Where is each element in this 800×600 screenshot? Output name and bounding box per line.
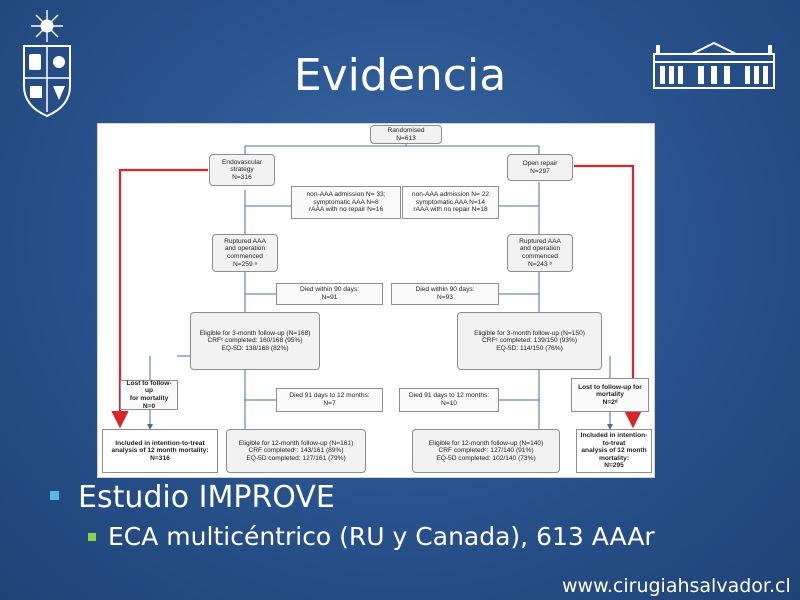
bullet-estudio-improve: Estudio IMPROVE bbox=[78, 480, 335, 515]
exclusions-endo-text: non-AAA admission N= 33; symptomatic AAA N=8 rAAA with no repair N=16 bbox=[306, 191, 386, 214]
died-90-days-open-box bbox=[391, 283, 499, 305]
eligible-3m-endo-text: Eligible for 3-month follow-up (N=168) CRFᶜ completed: 160/168 (95%) EQ-5D: 138/168 (82%) bbox=[199, 329, 311, 352]
eligible-12m-endo-box bbox=[226, 429, 366, 473]
lost-followup-open-box bbox=[571, 378, 649, 412]
died-90-days-endo-text: Died within 90 days: N=91 bbox=[299, 286, 359, 301]
bullet-eca-multicentrico: ECA multicéntrico (RU y Canada), 613 AAAr bbox=[108, 522, 655, 551]
eligible-12m-endo-text: Eligible for 12-month follow-up (N=161) CRF completedᶜ: 143/161 (89%) EQ-5D completed: 127/161 (79%) bbox=[238, 439, 354, 462]
ruptured-open-box bbox=[507, 234, 573, 272]
slide-title: Evidencia bbox=[293, 50, 507, 101]
died-12m-open-box bbox=[399, 388, 499, 412]
bullet-marker-level1 bbox=[50, 491, 59, 500]
itt-open-box bbox=[576, 429, 652, 473]
eligible-3m-open-box bbox=[457, 312, 602, 370]
eligible-3m-endo-box bbox=[190, 312, 320, 370]
itt-endo-box bbox=[102, 429, 218, 473]
footer-website: www.cirugiahsalvador.cl bbox=[562, 575, 791, 597]
bullet-marker-level2 bbox=[88, 533, 96, 541]
endovascular-strategy-box bbox=[209, 154, 275, 186]
ruptured-open-text: Ruptured AAA and operation commenced N=243 ᵇ bbox=[519, 237, 561, 268]
randomised-text: Randomised N=613 bbox=[387, 126, 425, 142]
ruptured-endo-text: Ruptured AAA and operation commenced N=259 ᵃ bbox=[224, 237, 266, 268]
exclusions-endo-box bbox=[291, 186, 401, 219]
died-90-days-endo-box bbox=[276, 283, 383, 305]
eligible-3m-open-text: Eligible for 3-month follow-up (N=150) CRFᶜ completed: 139/150 (93%) EQ-5D: 114/150 (76%) bbox=[474, 329, 585, 352]
open-repair-text: Open repair N=297 bbox=[522, 159, 558, 175]
lost-followup-endo-text: Lost to follow-up for mortality N=0 bbox=[126, 379, 172, 410]
exclusions-open-box bbox=[402, 186, 499, 219]
lost-followup-endo-box bbox=[120, 380, 178, 410]
open-repair-box bbox=[507, 154, 573, 181]
eligible-12m-open-text: Eligible for 12-month follow-up (N=140) CRF completedᶜ: 127/140 (91%) EQ-5D completed: 102/140 (73%) bbox=[428, 439, 544, 462]
itt-endo-text: Included in intention-to-treat analysis of 12 month mortality: N=316 bbox=[111, 439, 209, 462]
eligible-12m-open-box bbox=[412, 429, 560, 473]
itt-open-text: Included in intention-to-treat analysis of 12 month mortality: N=295 bbox=[580, 432, 648, 470]
exclusions-open-text: non-AAA admission N= 22 symptomatic AAA N=14 rAAA with no repair N=18 bbox=[411, 191, 490, 214]
died-12m-endo-text: Died 91 days to 12 months: N=7 bbox=[289, 392, 370, 407]
ruptured-endo-box bbox=[212, 234, 278, 272]
endovascular-strategy-text: Endovascular strategy N=316 bbox=[222, 158, 262, 181]
consort-flowchart bbox=[97, 123, 655, 478]
died-90-days-open-text: Died within 90 days: N=93 bbox=[415, 286, 475, 301]
lost-followup-open-text: Lost to follow-up for mortality N=2ᵈ bbox=[578, 383, 642, 406]
randomised-box bbox=[370, 125, 442, 144]
died-12m-endo-box bbox=[276, 388, 383, 412]
died-12m-open-text: Died 91 days to 12 months: N=10 bbox=[408, 392, 490, 407]
